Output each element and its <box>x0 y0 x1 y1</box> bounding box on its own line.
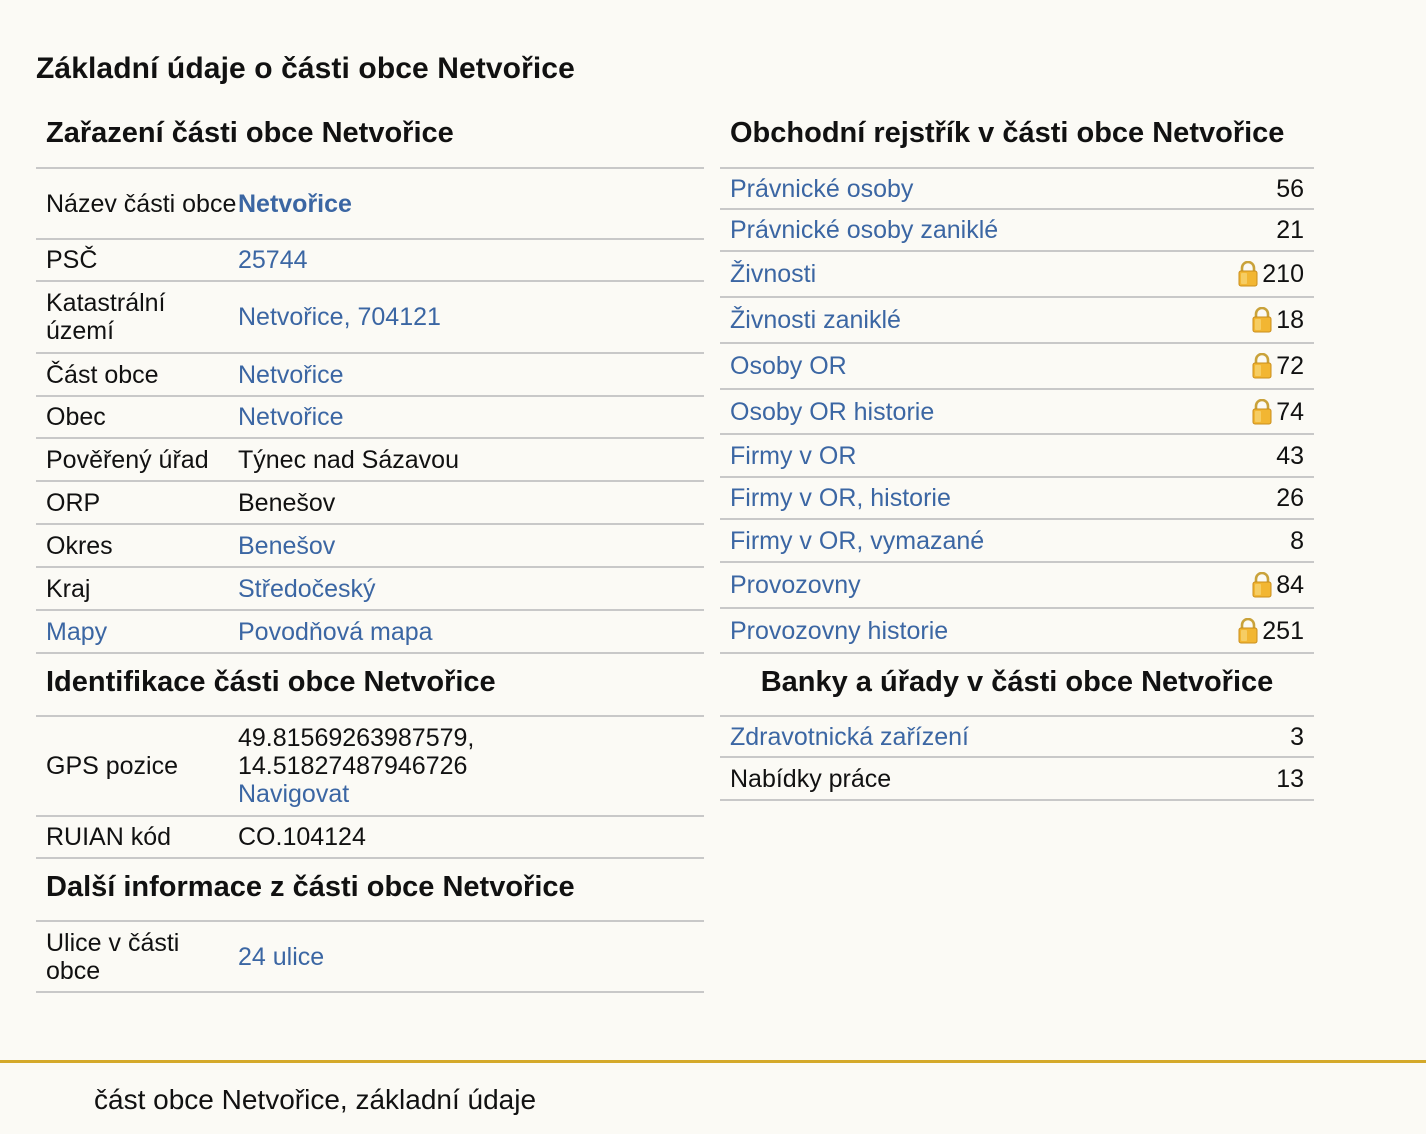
table-row <box>720 520 1314 563</box>
row-label: PSČ <box>46 246 98 274</box>
gps-latitude: 49.81569263987579, <box>238 724 475 752</box>
register-link[interactable]: Firmy v OR <box>730 441 857 470</box>
register-link[interactable]: Živnosti zaniklé <box>730 306 901 334</box>
count-value: 74 <box>1276 397 1304 426</box>
table-row <box>36 397 704 439</box>
register-link[interactable]: Provozovny historie <box>730 616 949 645</box>
register-link[interactable]: Právnické osoby <box>730 174 914 203</box>
count-value: 84 <box>1276 571 1304 599</box>
footer-divider <box>0 1060 1426 1063</box>
lock-icon <box>1238 618 1258 644</box>
streets-link[interactable]: 24 ulice <box>238 942 325 971</box>
table-row <box>720 169 1314 210</box>
lock-icon <box>1238 261 1258 287</box>
count-cell <box>1252 571 1304 599</box>
count-cell <box>1276 442 1304 470</box>
count-cell <box>1238 617 1304 645</box>
table-row <box>720 478 1314 520</box>
count-cell <box>1276 175 1304 203</box>
row-label: Název části obce <box>46 189 237 218</box>
part-name-link[interactable]: Netvořice <box>238 189 352 218</box>
part-link[interactable]: Netvořice <box>238 360 344 389</box>
row-label: RUIAN kód <box>46 823 172 851</box>
left-column <box>36 112 704 993</box>
table-row <box>720 252 1314 298</box>
district-link[interactable]: Benešov <box>238 531 336 560</box>
lock-icon <box>1252 307 1272 333</box>
cadastral-link[interactable]: Netvořice, 704121 <box>238 303 441 331</box>
count-value: 43 <box>1276 441 1304 470</box>
count-value: 8 <box>1290 526 1304 555</box>
row-label: Katastrální území <box>46 289 166 345</box>
table-row <box>36 282 704 354</box>
register-link[interactable]: Provozovny <box>730 571 861 599</box>
footer-text: část obce Netvořice, základní údaje <box>94 1084 537 1115</box>
row-label: Okres <box>46 531 113 560</box>
ruian-code: CO.104124 <box>238 823 366 851</box>
count-cell <box>1252 352 1304 380</box>
banks-title: Banky a úřady v části obce Netvořice <box>760 666 1274 698</box>
row-label: Část obce <box>46 360 159 389</box>
table-row <box>720 717 1314 758</box>
table-row <box>36 354 704 397</box>
table-row <box>720 210 1314 252</box>
count-cell <box>1238 260 1304 288</box>
navigate-link[interactable]: Navigovat <box>238 780 350 808</box>
table-row <box>36 922 704 993</box>
count-cell <box>1290 527 1304 555</box>
more-info-title: Další informace z části obce Netvořice <box>46 871 575 903</box>
classification-title: Zařazení části obce Netvořice <box>46 117 454 149</box>
page-title: Základní údaje o části obce Netvořice <box>36 52 575 85</box>
business-register-title: Obchodní rejstřík v části obce Netvořice <box>730 117 1285 149</box>
table-row <box>36 717 704 817</box>
count-value: 56 <box>1276 174 1304 203</box>
lock-icon <box>1252 399 1272 425</box>
count-cell <box>1252 306 1304 334</box>
municipality-link[interactable]: Netvořice <box>238 403 344 431</box>
register-link[interactable]: Právnické osoby zaniklé <box>730 216 999 244</box>
count-value: 251 <box>1262 616 1304 645</box>
business-register-table <box>720 167 1314 654</box>
row-value: Týnec nad Sázavou <box>238 445 459 474</box>
count-cell <box>1252 398 1304 426</box>
classification-table <box>36 167 704 654</box>
register-link[interactable]: Osoby OR <box>730 352 847 380</box>
register-link[interactable]: Živnosti <box>730 260 817 288</box>
maps-link[interactable]: Mapy <box>46 617 108 646</box>
count-cell <box>1276 484 1304 512</box>
count-value: 26 <box>1276 484 1304 512</box>
banks-table <box>720 715 1314 801</box>
table-row <box>36 611 704 654</box>
row-label: Pověřený úřad <box>46 445 209 474</box>
row-label: Nabídky práce <box>730 764 892 793</box>
table-row <box>36 482 704 525</box>
row-label: Obec <box>46 403 106 431</box>
psc-link[interactable]: 25744 <box>238 246 308 274</box>
row-label: Kraj <box>46 574 91 603</box>
identification-table <box>36 715 704 859</box>
table-row <box>36 439 704 482</box>
identification-title: Identifikace části obce Netvořice <box>46 666 496 698</box>
table-row <box>720 758 1314 801</box>
table-row <box>720 435 1314 478</box>
table-row <box>36 169 704 240</box>
bank-link[interactable]: Zdravotnická zařízení <box>730 722 969 751</box>
table-row <box>720 609 1314 654</box>
region-link[interactable]: Středočeský <box>238 574 376 603</box>
table-row <box>36 817 704 859</box>
lock-icon <box>1252 572 1272 598</box>
row-label: ORP <box>46 488 101 517</box>
count-value: 13 <box>1276 764 1304 793</box>
count-value: 18 <box>1276 306 1304 334</box>
count-value: 3 <box>1290 722 1304 751</box>
table-row <box>36 240 704 282</box>
gps-longitude: 14.51827487946726 <box>238 752 468 780</box>
more-info-table <box>36 920 704 993</box>
count-value: 210 <box>1262 260 1304 288</box>
register-link[interactable]: Firmy v OR, vymazané <box>730 526 985 555</box>
count-value: 21 <box>1276 216 1304 244</box>
right-column <box>720 112 1314 801</box>
row-label: Ulice v části obce <box>46 928 180 985</box>
register-link[interactable]: Osoby OR historie <box>730 397 935 426</box>
table-row <box>720 563 1314 609</box>
register-link[interactable]: Firmy v OR, historie <box>730 484 951 512</box>
lock-icon <box>1252 353 1272 379</box>
count-cell <box>1276 216 1304 244</box>
flood-map-link[interactable]: Povodňová mapa <box>238 617 433 646</box>
count-value: 72 <box>1276 352 1304 380</box>
table-row <box>720 344 1314 390</box>
table-row <box>720 390 1314 435</box>
table-row <box>720 298 1314 344</box>
row-label: GPS pozice <box>46 752 179 780</box>
row-value: Benešov <box>238 488 336 517</box>
table-row <box>36 525 704 568</box>
table-row <box>36 568 704 611</box>
